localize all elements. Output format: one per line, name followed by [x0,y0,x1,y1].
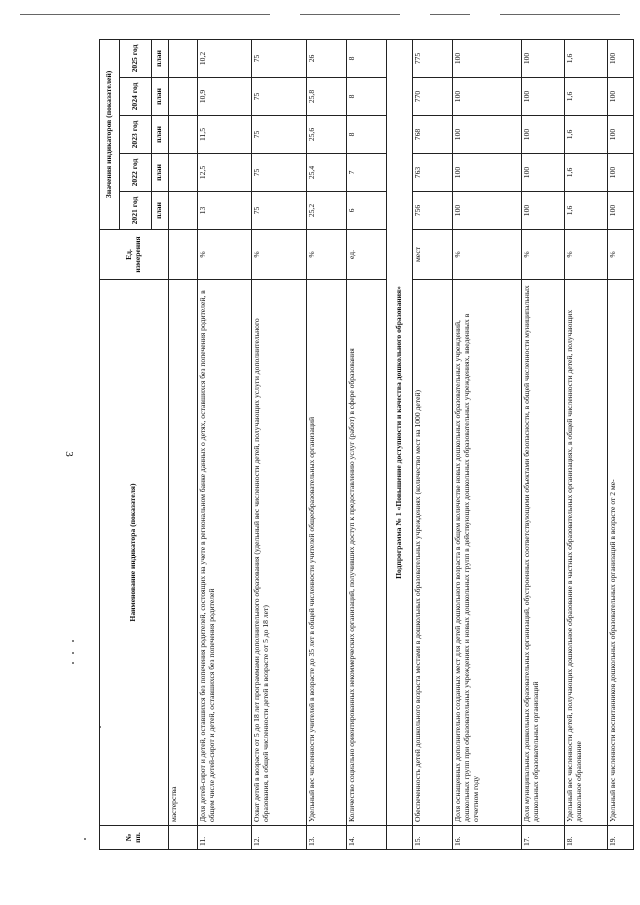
row-name: Обеспеченность детей дошкольного возраста местами в дошкольных образовательных учреждениях (количество мест на 1000 детей) [412,280,452,826]
row-value: 7 [346,154,386,192]
row-value: 770 [412,78,452,116]
header-plan: план [151,154,168,192]
row-value: 1,6 [565,154,608,192]
row-value: 100 [521,78,564,116]
row-value: 75 [252,78,307,116]
table-row [412,39,452,849]
scan-top-line [300,14,400,15]
indicators-table [99,39,634,850]
table-row [608,39,634,849]
scan-dot [84,838,86,840]
table-row [565,39,608,849]
table-row [521,39,564,849]
row-value: 100 [521,192,564,230]
row-name: Охват детей в возрасте от 5 до 18 лет программами дополнительного образования (удельный вес численности детей, получающих услуги дополнительного образования, в общей численности детей в возрасте от 5 до 18 лет) [252,280,307,826]
row-value: 75 [252,116,307,154]
scan-dot [72,662,74,664]
row-value: 6 [346,192,386,230]
row-unit: % [521,230,564,280]
row-num: 17. [521,826,564,850]
header-year: 2023 год [120,116,152,154]
row-unit: % [565,230,608,280]
row-value: 8 [346,39,386,77]
scan-top-line [20,14,270,15]
header-plan: план [151,116,168,154]
header-plan: план [151,192,168,230]
table-row [346,39,386,849]
row-value: 25,2 [306,192,346,230]
header-year: 2022 год [120,154,152,192]
row-value: 100 [453,78,522,116]
scan-dot [72,652,74,654]
row-value: 11,5 [197,116,252,154]
scan-top-line [430,14,470,15]
row-value: 775 [412,39,452,77]
row-name: Доля детей-сирот и детей, оставшихся без попечения родителей, состоящих на учете в региональном банке данных о детях, оставшихся без попечения родителей, в общем числе детей-сирот и детей, оставшихся без попечения родителей [197,280,252,826]
row-name: Удельный вес численности учителей в возрасте до 35 лет в общей численности учителей общеобразовательных организаций [306,280,346,826]
table-row [252,39,307,849]
row-value: 1,6 [565,39,608,77]
row-num: 15. [412,826,452,850]
row-value: 25,8 [306,78,346,116]
table-row [197,39,252,849]
header-values-group: Значения индикаторов (показателей) [100,39,120,229]
row-num: 14. [346,826,386,850]
row-value: 25,4 [306,154,346,192]
row-value: 25,6 [306,116,346,154]
row-name: Количество социально ориентированных некоммерческих организаций, получивших доступ к предоставлению услуг (работ) в сфере образования [346,280,386,826]
row-unit: % [197,230,252,280]
row-value: 100 [521,39,564,77]
indicators-table-rotated [99,40,634,850]
row-value: 768 [412,116,452,154]
row-unit: ед. [346,230,386,280]
row-value: 100 [453,154,522,192]
row-value: 10,2 [197,39,252,77]
row-value: 75 [252,39,307,77]
page-number: 3 [62,451,75,457]
row-value: 756 [412,192,452,230]
header-unit: Ед. измерения [100,230,169,280]
row-num: 12. [252,826,307,850]
row-num: 13. [306,826,346,850]
row-value: 763 [412,154,452,192]
row-unit: % [453,230,522,280]
row-value: 100 [608,78,634,116]
row-value: 100 [608,154,634,192]
row-num: 16. [453,826,522,850]
row-value: 8 [346,116,386,154]
row-value: 1,6 [565,192,608,230]
row-unit: % [252,230,307,280]
row-num: 18. [565,826,608,850]
row-value: 100 [453,39,522,77]
row-name: Удельный вес численности детей, получающих дошкольное образование в частных образовательных организациях, в общей численности детей, получающих дошкольное образование [565,280,608,826]
row-unit: % [608,230,634,280]
row-name: Удельный вес численности воспитанников дошкольных образовательных организаций в возрасте от 2 ме- [608,280,634,826]
scan-top-line [500,14,620,15]
row-value: 100 [521,154,564,192]
continuation-text: мастерства [168,280,197,826]
row-name: Доля муниципальных дошкольных образовательных организаций, обустроенных соответствующими объектами безопасности, в общей численности муниципальных дошкольных образовательных организаций [521,280,564,826]
row-value: 100 [608,39,634,77]
header-plan: план [151,78,168,116]
row-unit: мест [412,230,452,280]
row-value: 13 [197,192,252,230]
row-value: 1,6 [565,116,608,154]
row-value: 12,5 [197,154,252,192]
subprogram-title: Подпрограмма № 1 «Повышение доступности и качества дошкольного образования» [387,39,413,825]
row-value: 26 [306,39,346,77]
row-value: 1,6 [565,78,608,116]
row-value: 8 [346,78,386,116]
row-value: 100 [608,192,634,230]
table-row [306,39,346,849]
header-year: 2021 год [120,192,152,230]
row-num: 11. [197,826,252,850]
header-plan: план [151,39,168,77]
row-value: 10,9 [197,78,252,116]
scan-dot [72,640,74,642]
header-year: 2024 год [120,78,152,116]
row-value: 100 [608,116,634,154]
row-unit: % [306,230,346,280]
row-value: 75 [252,154,307,192]
table-row [453,39,522,849]
header-name: Наименование индикатора (показателя) [100,280,169,826]
row-value: 100 [453,116,522,154]
row-name: Доля оснащенных дополнительно созданных мест для детей дошкольного возраста в общем количестве новых дошкольных образовательных учреждений, дошкольных групп при образовательных учреждениях и новых дошкольных групп в действующих дошкольных образовательных учреждениях, введенных в отчетном году [453,280,522,826]
row-value: 100 [521,116,564,154]
row-value: 75 [252,192,307,230]
header-year: 2025 год [120,39,152,77]
header-num: № пп. [100,826,169,850]
row-value: 100 [453,192,522,230]
row-num: 19. [608,826,634,850]
